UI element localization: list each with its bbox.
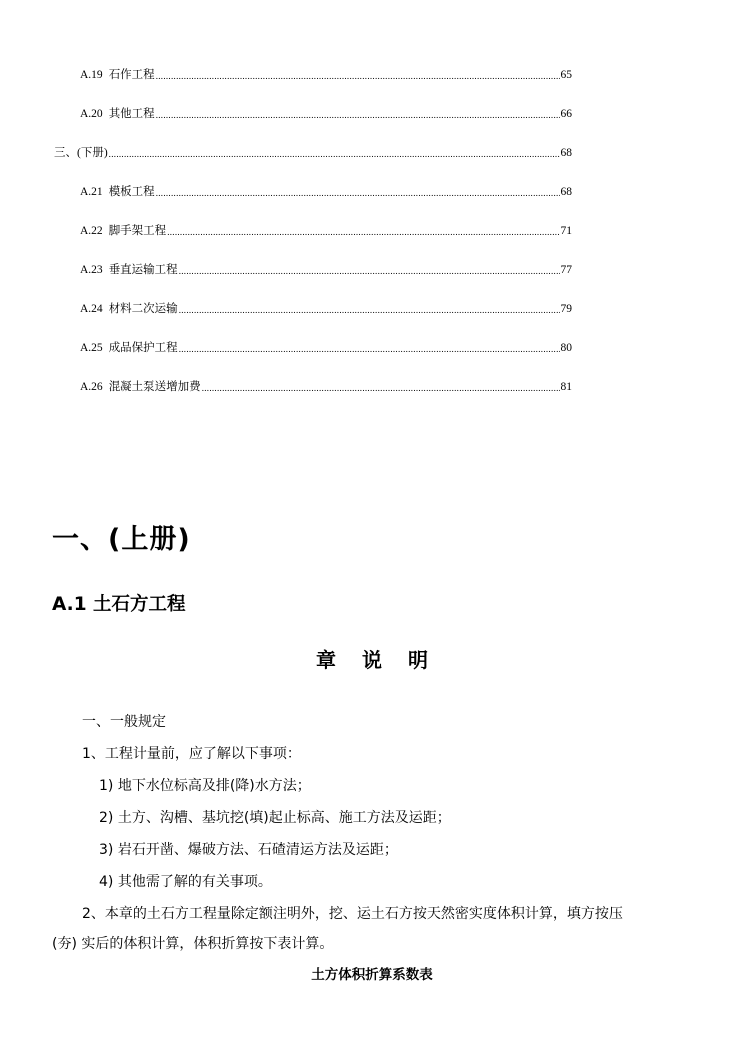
toc-entry-title: 其他工程 (108, 108, 155, 120)
toc-leader-dots (167, 226, 559, 238)
toc-leader-dots (109, 148, 560, 160)
toc-entry-title: 材料二次运输 (108, 303, 178, 315)
paragraph-general-rules: 一、一般规定 (82, 714, 166, 730)
part-heading: 一、(上册) (52, 524, 191, 555)
toc-entry-number: A.26 (80, 381, 103, 393)
toc-entry[interactable] (80, 66, 572, 82)
toc-entry-page: 80 (560, 342, 572, 354)
toc-entry-page: 65 (560, 69, 572, 81)
toc-entry-number: A.21 (80, 186, 103, 198)
toc-entry-page: 68 (560, 147, 572, 159)
toc-entry-page: 66 (560, 108, 572, 120)
toc-entry-title: 垂直运输工程 (108, 264, 178, 276)
paragraph-subitem-1: 1) 地下水位标高及排(降)水方法； (99, 778, 311, 794)
paragraph-subitem-4: 4) 其他需了解的有关事项。 (99, 874, 272, 890)
toc-entry-title: 混凝土泵送增加费 (108, 381, 201, 393)
toc-entry-title: 脚手架工程 (108, 225, 167, 237)
toc-leader-dots (156, 70, 560, 82)
toc-entry-number: A.23 (80, 264, 103, 276)
toc-entry[interactable] (54, 144, 572, 160)
toc-leader-dots (156, 109, 560, 121)
toc-entry-number: A.20 (80, 108, 103, 120)
toc-entry[interactable] (80, 105, 572, 121)
toc-entry[interactable] (80, 183, 572, 199)
paragraph-subitem-2: 2) 土方、沟槽、基坑挖(填)起止标高、施工方法及运距； (99, 810, 451, 826)
paragraph-item-1: 1、工程计量前，应了解以下事项： (82, 746, 301, 762)
toc-leader-dots (202, 382, 560, 394)
table-title: 土方体积折算系数表 (311, 967, 433, 983)
toc-entry-title: 模板工程 (108, 186, 155, 198)
toc-entry-page: 77 (560, 264, 572, 276)
toc-entry-page: 79 (560, 303, 572, 315)
toc-entry-page: 81 (560, 381, 572, 393)
toc-entry-title: 三、(下册) (54, 147, 108, 159)
toc-entry-number: A.22 (80, 225, 103, 237)
toc-entry[interactable] (80, 261, 572, 277)
toc-leader-dots (179, 343, 560, 355)
paragraph-subitem-3: 3) 岩石开凿、爆破方法、石碴清运方法及运距； (99, 842, 398, 858)
toc-entry-title: 成品保护工程 (108, 342, 178, 354)
toc-leader-dots (179, 304, 560, 316)
toc-entry-title: 石作工程 (108, 69, 155, 81)
paragraph-item-2-continued: (夯) 实后的体积计算，体积折算按下表计算。 (52, 936, 334, 952)
toc-entry[interactable] (80, 300, 572, 316)
toc-entry-number: A.19 (80, 69, 103, 81)
toc-entry[interactable] (80, 222, 572, 238)
toc-entry-number: A.24 (80, 303, 103, 315)
paragraph-item-2: 2、本章的土石方工程量除定额注明外，挖、运土石方按天然密实度体积计算，填方按压 (82, 906, 623, 922)
toc-entry-page: 71 (560, 225, 572, 237)
toc-entry-page: 68 (560, 186, 572, 198)
toc-entry[interactable] (80, 378, 572, 394)
chapter-heading: A.1 土石方工程 (52, 594, 186, 615)
toc-leader-dots (179, 265, 560, 277)
toc-entry-number: A.25 (80, 342, 103, 354)
toc-leader-dots (156, 187, 560, 199)
toc-entry[interactable] (80, 339, 572, 355)
section-title: 章说明 (316, 648, 454, 672)
